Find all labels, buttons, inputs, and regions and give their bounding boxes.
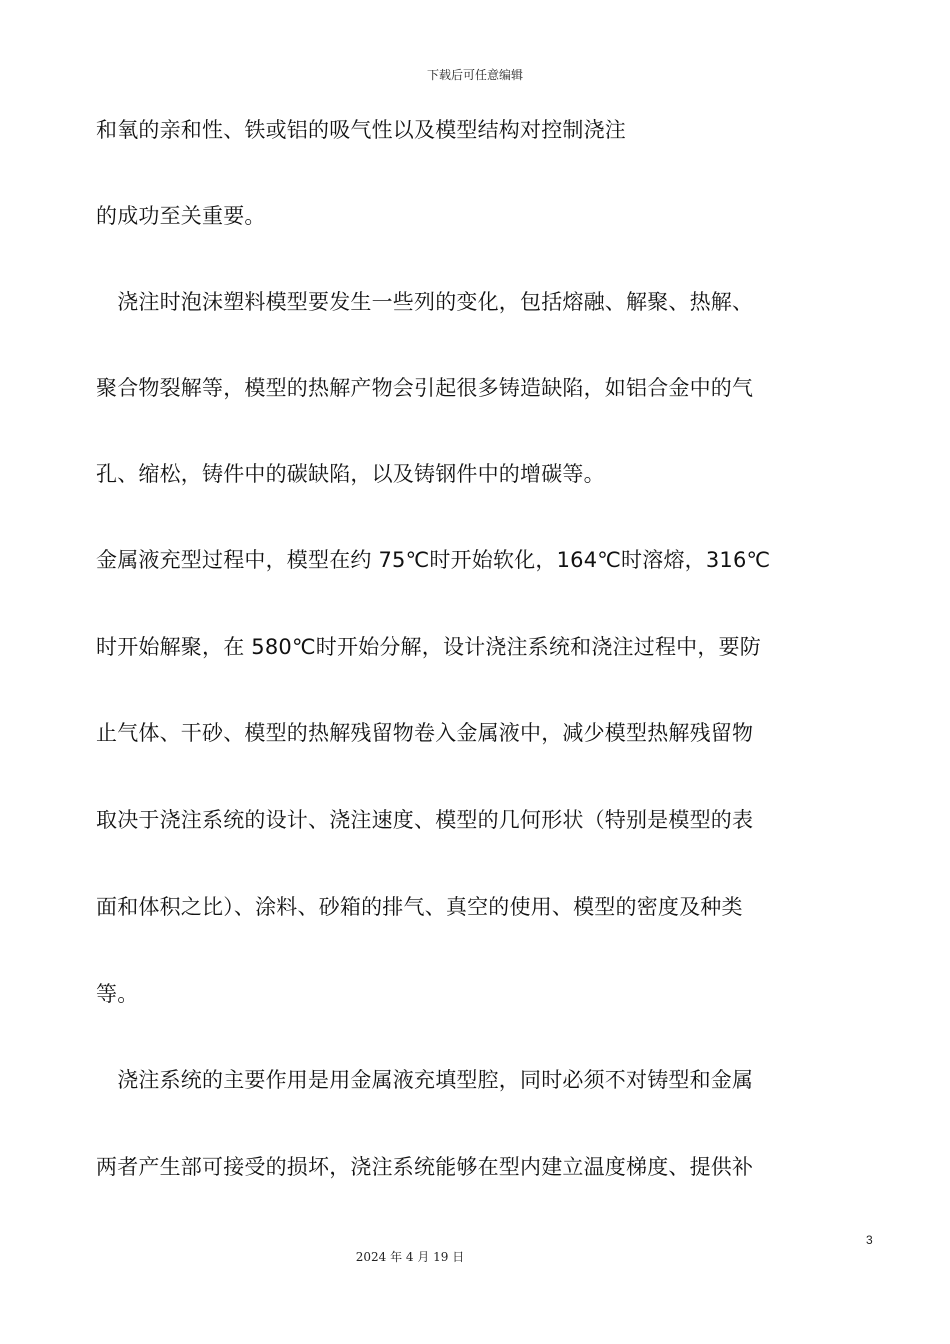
body-line: 浇注时泡沫塑料模型要发生一些列的变化，包括熔融、解聚、热解、: [96, 290, 754, 314]
page-header: 下载后可任意编辑: [426, 68, 523, 82]
body-line: 浇注系统的主要作用是用金属液充填型腔，同时必须不对铸型和金属: [96, 1068, 754, 1092]
body-line: 和氧的亲和性、铁或铝的吸气性以及模型结构对控制浇注: [96, 118, 626, 142]
body-line: 止气体、干砂、模型的热解残留物卷入金属液中，减少模型热解残留物: [96, 721, 754, 745]
body-line: 聚合物裂解等，模型的热解产物会引起很多铸造缺陷，如铝合金中的气: [96, 376, 754, 400]
body-line: 取决于浇注系统的设计、浇注速度、模型的几何形状（特别是模型的表: [96, 808, 754, 832]
body-line: 两者产生部可接受的损坏，浇注系统能够在型内建立温度梯度、提供补: [96, 1155, 754, 1179]
page-number: 3: [866, 1233, 873, 1247]
footer-date: 2024 年 4 月 19 日: [355, 1250, 465, 1264]
body-line: 时开始解聚，在 580℃时开始分解，设计浇注系统和浇注过程中，要防: [96, 635, 761, 659]
body-line: 等。: [96, 982, 139, 1006]
body-line: 面和体积之比）、涂料、砂箱的排气、真空的使用、模型的密度及种类: [96, 895, 743, 919]
body-line: 的成功至关重要。: [96, 204, 266, 228]
body-line: 金属液充型过程中，模型在约 75℃时开始软化，164℃时溶熔，316℃: [96, 548, 771, 572]
body-line: 孔、缩松，铸件中的碳缺陷，以及铸钢件中的增碳等。: [96, 462, 605, 486]
